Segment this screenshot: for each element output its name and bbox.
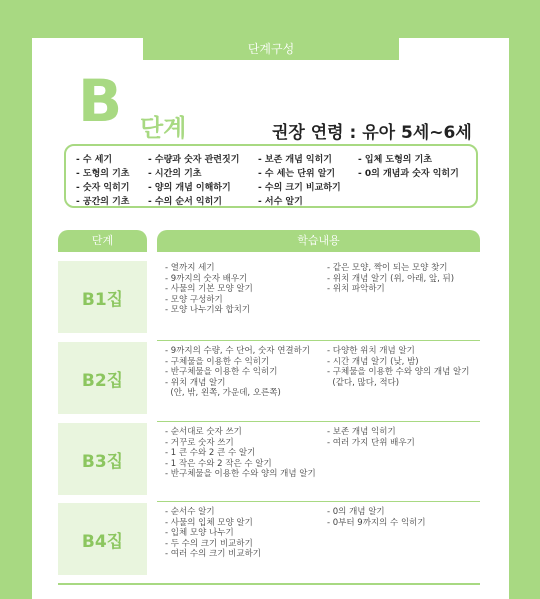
stage-cell: B1집 [58, 261, 147, 333]
stage-cell: B3집 [58, 423, 147, 495]
stage-letter: B [78, 67, 123, 135]
content-list-right: - 다양한 위치 개념 알기 - 시간 개념 알기 (낮, 밤) - 구체물을 이용한 수와 양의 개념 알기 (같다, 많다, 적다) [327, 346, 470, 388]
goal-item: - 수의 크기 비교하기 [258, 183, 341, 193]
stage-cell: B2집 [58, 342, 147, 414]
content-list-right: - 0의 개념 알기 - 0부터 9까지의 수 익히기 [327, 507, 426, 528]
goal-item: - 수 세기 [76, 155, 113, 165]
stage-column-header: 단계 [58, 230, 147, 252]
goal-item: - 0의 개념과 숫자 익히기 [358, 169, 459, 179]
content-cell [157, 340, 480, 412]
goal-item: - 양의 개념 이해하기 [148, 183, 231, 193]
content-column-header: 학습내용 [157, 230, 480, 252]
content-cell [157, 258, 480, 330]
goal-item: - 수의 순서 익히기 [148, 197, 222, 207]
goal-item: - 서수 알기 [258, 197, 303, 207]
table-bottom-rule [58, 583, 480, 585]
goals-box [64, 144, 478, 208]
stage-word: 단계 [140, 114, 187, 142]
content-cell [157, 421, 480, 493]
content-list-left: - 열까지 세기 - 9까지의 숫자 배우기 - 사물의 기본 모양 알기 - 모양 구성하기 - 모양 나누기와 합치기 [165, 263, 253, 315]
goal-item: - 수 세는 단위 알기 [258, 169, 336, 179]
content-list-left: - 순서대로 숫자 쓰기 - 거꾸로 숫자 쓰기 - 1 큰 수와 2 큰 수 알기 - 1 작은 수와 2 작은 수 알기 - 반구체물을 이용한 수와 양의 개념 알기 [165, 427, 316, 479]
content-list-right: - 같은 모양, 짝이 되는 모양 찾기 - 위치 개념 알기 (위, 아래, 앞, 뒤) - 위치 파악하기 [327, 263, 455, 294]
goal-item: - 숫자 익히기 [76, 183, 130, 193]
goal-item: - 입체 도형의 기초 [358, 155, 432, 165]
goal-item: - 공간의 기초 [76, 197, 130, 207]
content-list-left: - 순서수 알기 - 사물의 입체 모양 알기 - 입체 모양 나누기 - 두 수의 크기 비교하기 - 여러 수의 크기 비교하기 [165, 507, 261, 559]
section-tab: 단계구성 [143, 38, 399, 60]
goal-item: - 보존 개념 익히기 [258, 155, 332, 165]
content-cell [157, 501, 480, 573]
stage-cell: B4집 [58, 503, 147, 575]
content-list-left: - 9까지의 수량, 수 단어, 숫자 연결하기 - 구체물을 이용한 수 익히기 - 반구체물을 이용한 수 익히기 - 위치 개념 알기 (안, 밖, 왼쪽, 가운데, 오른쪽) [165, 346, 311, 398]
recommended-age: 권장 연령 : 유아 5세~6세 [272, 123, 472, 143]
goal-item: - 도형의 기초 [76, 169, 130, 179]
goal-item: - 수량과 숫자 관련짓기 [148, 155, 240, 165]
content-list-right: - 보존 개념 익히기 - 여러 가지 단위 배우기 [327, 427, 415, 448]
goal-item: - 시간의 기초 [148, 169, 202, 179]
